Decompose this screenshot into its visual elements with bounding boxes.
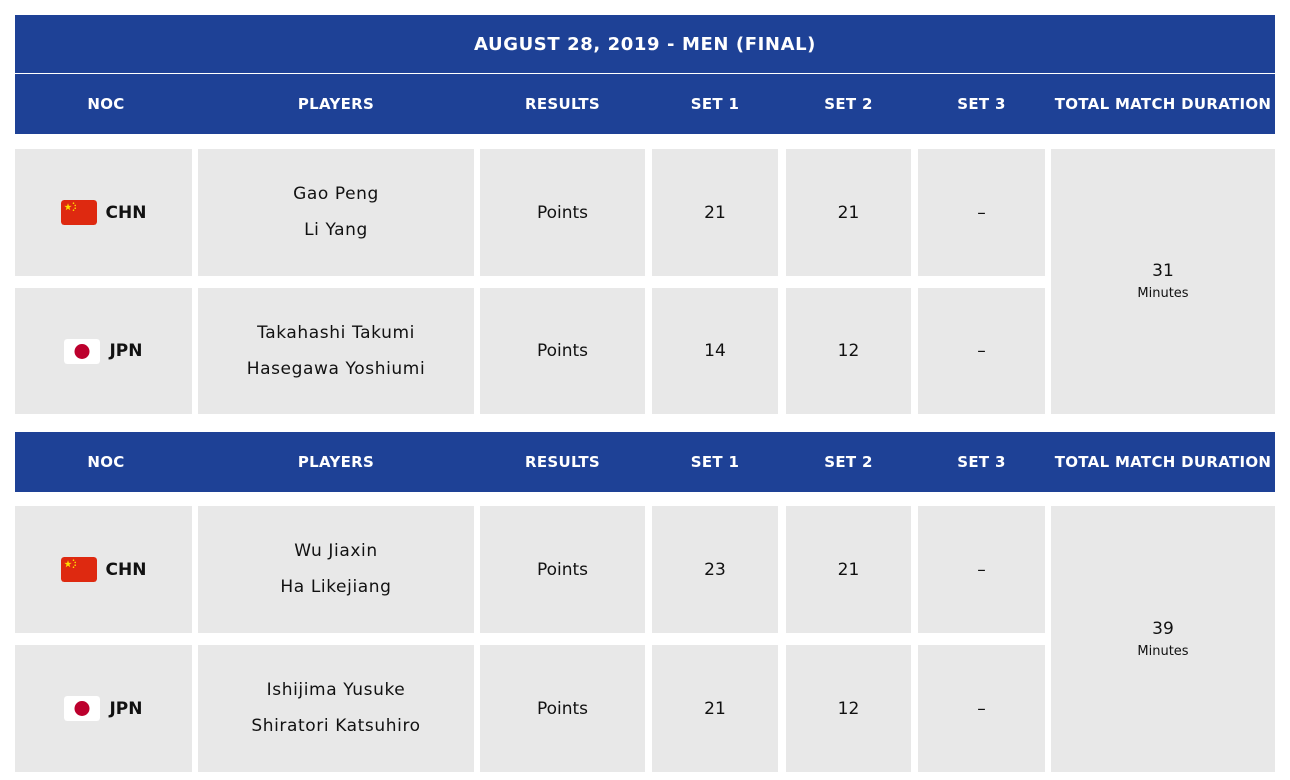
noc-code: CHN	[105, 559, 147, 580]
player-name: Wu Jiaxin	[294, 541, 378, 561]
player-name: Ishijima Yusuke	[266, 680, 406, 700]
china-flag-icon	[61, 557, 97, 582]
set-2-score: 21	[786, 149, 911, 276]
player-name: Ha Likejiang	[280, 577, 392, 597]
noc-cell	[15, 645, 192, 772]
noc-code: JPN	[109, 698, 143, 719]
noc-cell	[15, 506, 192, 633]
match-duration-cell	[1051, 149, 1275, 414]
duration-value: 31	[1152, 261, 1174, 281]
japan-flag-icon	[64, 696, 100, 721]
set-2-score: 12	[786, 645, 911, 772]
set-2-score: 21	[786, 506, 911, 633]
header-set-3: SET 3	[957, 453, 1006, 471]
set-1-score: 14	[652, 288, 778, 414]
header-results: RESULTS	[525, 453, 600, 471]
header-total-duration: TOTAL MATCH DURATION	[1054, 95, 1272, 113]
header-players: PLAYERS	[297, 453, 375, 471]
noc-cell	[15, 149, 192, 276]
header-total-duration: TOTAL MATCH DURATION	[1054, 453, 1272, 471]
players-cell	[198, 506, 474, 633]
players-cell	[198, 149, 474, 276]
set-1-score: 23	[652, 506, 778, 633]
header-noc: NOC	[87, 95, 125, 113]
header-results: RESULTS	[525, 95, 600, 113]
table-header-row	[15, 432, 1275, 492]
match-duration-cell	[1051, 506, 1275, 772]
duration-unit: Minutes	[1137, 286, 1189, 301]
set-1-score: 21	[652, 645, 778, 772]
header-set-3: SET 3	[957, 95, 1006, 113]
header-set-2: SET 2	[824, 95, 873, 113]
header-set-2: SET 2	[824, 453, 873, 471]
results-cell: Points	[480, 288, 645, 414]
header-noc: NOC	[87, 453, 125, 471]
set-3-score: –	[918, 506, 1045, 633]
players-cell	[198, 645, 474, 772]
duration-value: 39	[1152, 618, 1174, 639]
header-set-1: SET 1	[690, 453, 740, 471]
set-3-score: –	[918, 645, 1045, 772]
set-1-score: 21	[652, 149, 778, 276]
results-cell: Points	[480, 149, 645, 276]
player-name: Shiratori Katsuhiro	[251, 716, 421, 736]
duration-unit: Minutes	[1137, 643, 1189, 659]
page-title: AUGUST 28, 2019 - MEN (FINAL)	[15, 15, 1275, 73]
table-header-row	[15, 74, 1275, 134]
set-3-score: –	[918, 149, 1045, 276]
results-cell: Points	[480, 506, 645, 633]
set-3-score: –	[918, 288, 1045, 414]
player-name: Li Yang	[304, 220, 368, 240]
set-2-score: 12	[786, 288, 911, 414]
noc-cell	[15, 288, 192, 414]
player-name: Hasegawa Yoshiumi	[246, 358, 426, 379]
noc-code: JPN	[109, 341, 143, 361]
china-flag-icon	[61, 200, 97, 225]
player-name: Takahashi Takumi	[257, 322, 415, 343]
japan-flag-icon	[64, 339, 100, 364]
player-name: Gao Peng	[293, 184, 379, 204]
header-set-1: SET 1	[690, 95, 740, 113]
results-cell: Points	[480, 645, 645, 772]
noc-code: CHN	[105, 202, 147, 223]
header-players: PLAYERS	[297, 95, 375, 113]
players-cell	[198, 288, 474, 414]
